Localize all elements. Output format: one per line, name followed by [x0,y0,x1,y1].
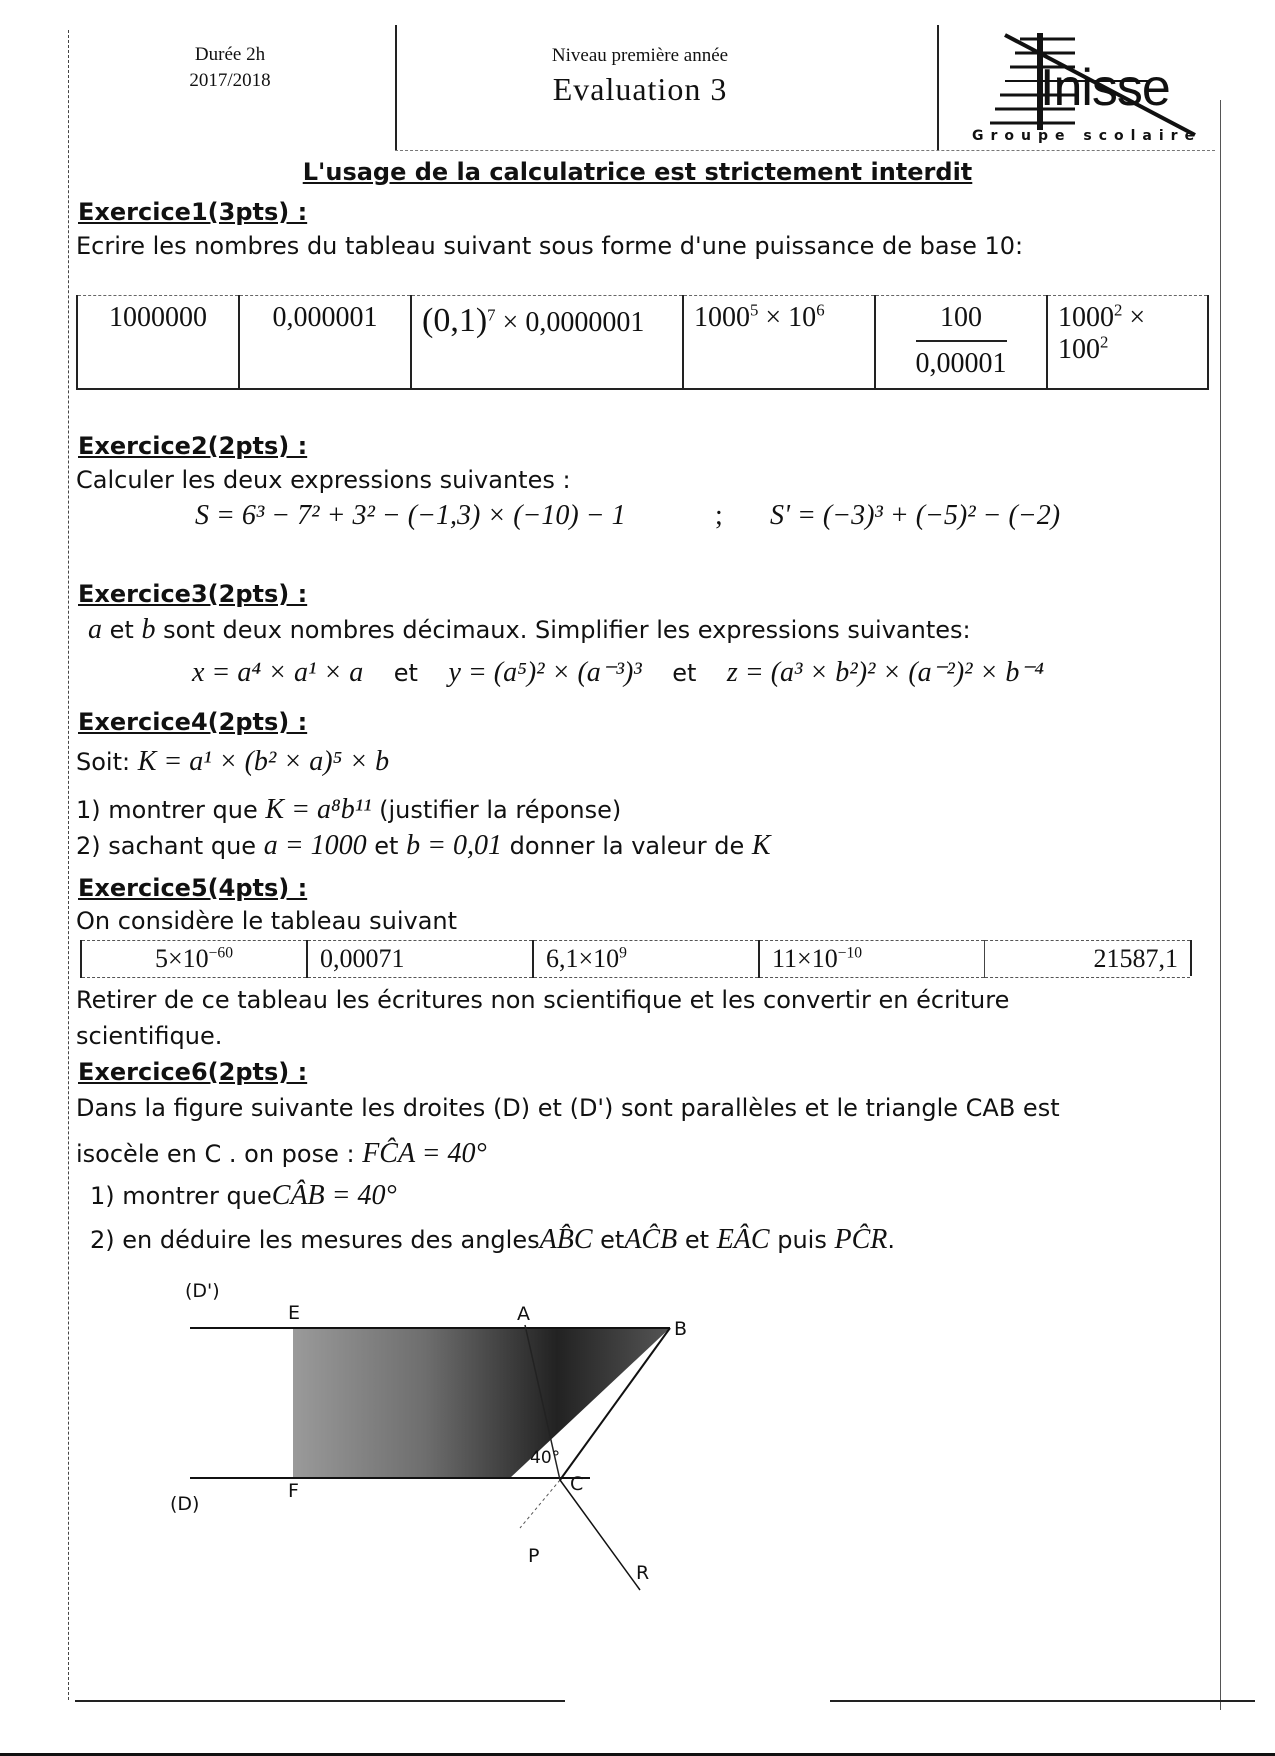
exercise-6-title: Exercice6(2pts) : [78,1058,308,1086]
table-cell: $5\times 10^{-60}$ [81,941,307,978]
label-d: (D) [170,1493,200,1515]
table-cell: $6,1\times 10^9$ [533,941,759,978]
expression-K: K = a¹ × (b² × a)⁵ × b [137,746,390,777]
label-R: R [636,1562,650,1584]
logo-subtitle: Groupe scolaire [972,128,1202,144]
angle-label: 40° [530,1448,561,1468]
fraction: $\frac{100}{0,00001}$ [915,302,1007,379]
page-border-right [1220,100,1222,1710]
exercise-6-question-1: 1) montrer queCÂB = 40° [90,1180,397,1211]
header-divider [395,25,397,150]
exercise-6-line2: isocèle en C . on pose : FĈA = 40° [76,1138,487,1169]
expression-y: y = (a⁵)² × (a⁻³)³ [448,657,642,688]
page-border-left [68,30,70,1700]
exercise-5-task-line1: Retirer de ce tableau les écritures non scientifique et les convertir en écriture [76,986,1010,1014]
label-P: P [528,1545,540,1567]
table-border [1190,940,1192,976]
exercise-4-definition: Soit: K = a¹ × (b² × a)⁵ × b [76,746,390,777]
table-cell: 1000000 [77,296,239,390]
table-cell: $11\times 10^{-10}$ [759,941,985,978]
table-cell: $1000^2 \times 100^2$ [1047,296,1208,390]
level: Niveau première année [551,45,729,66]
logo-name: Inisse [1040,59,1170,117]
exercise-3-instruction: a et b sont deux nombres décimaux. Simplifier les expressions suivantes: [88,614,971,645]
exercise-6-line1: Dans la figure suivante les droites (D) et (D') sont parallèles et le triangle CAB est [76,1094,1060,1122]
expression-S-prime: S' = (−3)³ + (−5)² − (−2) [770,500,1061,531]
figure-drawing-icon [160,1280,880,1610]
exercise-2-instruction: Calculer les deux expressions suivantes : [76,466,571,494]
school-year: 2017/2018 [189,70,271,91]
footer-rule [830,1700,1255,1702]
table-cell: $(0,1)^7 \times 0,0000001$ [411,296,683,390]
expression-x: x = a⁴ × a¹ × a [192,657,364,688]
expression-z: z = (a³ × b²)² × (a⁻²)² × b⁻⁴ [726,657,1044,688]
header-divider [937,25,939,150]
calculator-notice: L'usage de la calculatrice est strictement interdit [302,158,973,186]
footer-rule [75,1700,565,1702]
header-info [120,42,340,94]
exercise-1-instruction: Ecrire les nombres du tableau suivant sous forme d'une puissance de base 10: [76,232,1024,260]
label-E: E [288,1302,301,1324]
exercise-5-title: Exercice5(4pts) : [78,874,308,902]
exercise-1-title: Exercice1(3pts) : [78,198,308,226]
table-cell: 0,000001 [239,296,411,390]
separator: ; [715,500,723,531]
header-underline [395,150,1215,151]
exercise-4-title: Exercice4(2pts) : [78,708,308,736]
table-row [77,296,1208,390]
header-title-block [470,45,810,108]
exercise-6-question-2: 2) en déduire les mesures des anglesAB̂C etAĈB et EÂC puis PĈR. [90,1224,896,1255]
exercise-5-table [80,940,1190,978]
exercise-3-title: Exercice3(2pts) : [78,580,308,608]
exercise-5-task-line2: scientifique. [76,1022,223,1050]
exercise-2-title: Exercice2(2pts) : [78,432,308,460]
expression-S: S = 6³ − 7² + 3² − (−1,3) × (−10) − 1 [195,500,626,531]
geometry-figure [160,1280,880,1610]
table-cell [875,296,1047,390]
table-cell: $1000^5 \times 10^6$ [683,296,875,390]
exercise-5-instruction: On considère le tableau suivant [76,907,458,935]
exercise-4-question-1: 1) montrer que K = a⁸b¹¹ (justifier la réponse) [76,794,622,825]
table-cell: 0,00071 [307,941,533,978]
exercise-1-table [76,295,1209,390]
page-title: Evaluation 3 [552,71,728,107]
label-d-prime: (D') [185,1280,220,1302]
exercise-4-question-2: 2) sachant que a = 1000 et b = 0,01 donner la valeur de K [76,830,771,861]
label-C: C [570,1473,584,1495]
label-A: A [517,1303,530,1325]
table-row [81,941,1190,978]
label-F: F [288,1480,299,1502]
duration: Durée 2h [194,44,266,65]
label-B: B [674,1318,688,1340]
exercise-3-expressions: x = a⁴ × a¹ × a et y = (a⁵)² × (a⁻³)³ et z = (a³ × b²)² × (a⁻²)² × b⁻⁴ [192,657,1044,688]
table-cell: 21587,1 [985,941,1191,978]
